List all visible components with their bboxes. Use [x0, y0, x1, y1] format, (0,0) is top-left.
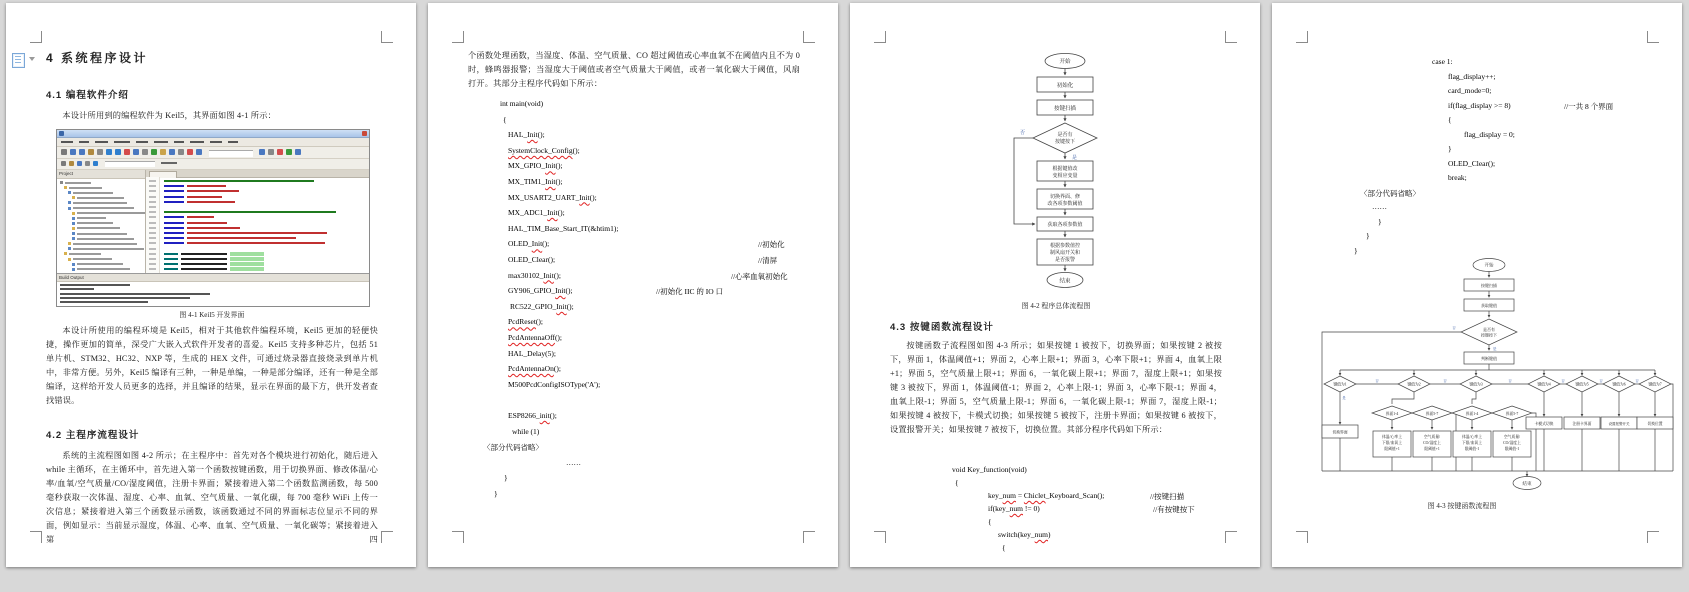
margin-mark-icon	[874, 31, 886, 43]
code-line: M500PcdConfigISOType('A');	[508, 379, 601, 389]
svg-text:是: 是	[1072, 156, 1078, 161]
toolbar-icon	[70, 149, 76, 155]
code-comment: //心率血氧初始化	[731, 271, 788, 281]
svg-text:按键按下: 按键按下	[1481, 332, 1497, 338]
toolbar-icon	[88, 149, 94, 155]
code-line: flag_display = 0;	[1464, 129, 1515, 139]
margin-mark-icon	[1647, 31, 1659, 43]
pixel-text-bar	[181, 258, 227, 260]
code-line: }	[1378, 216, 1382, 226]
section-heading: 4 系统程序设计	[46, 51, 149, 65]
svg-text:限阈值-1: 限阈值-1	[1464, 447, 1480, 451]
pixel-text-bar	[181, 253, 227, 255]
highlight-comment-bar	[230, 262, 264, 266]
paragraph-keys: 按键函数子流程图如图 4-3 所示；如果按键 1 被按下，切换界面；如果按键 2 被按下，界面 1，体温阈值+1；界面 2，心率上限+1；界面 3，心率下限+1；界面 4，血氧上限+1；界面 5，空气质量上限+1；界面 6，一氧化碳上限+1；界面 7，湿度上限+1；如果按键 3 被按下，界面 1，体温阈值-1；界面 2，心率上限-1；界面 3，心率下限-1；界面 4，血氧上限-1；界面 5，空气质量上限-1；界面 6，一氧化碳上限-1；界面 7，湿度上限-1；如果按键 4 被按下，卡模式切换；如果按键 5 被按下，注册卡界面；如果按键 6 被按下，设置报警开关；如果按键 7 被按下，切换位置。其部分程序代码如下所示：	[890, 341, 1222, 434]
ide-editor	[146, 170, 369, 273]
svg-text:键值为3: 键值为3	[1469, 382, 1483, 387]
svg-text:键值为6: 键值为6	[1612, 382, 1626, 387]
pixel-text-bar	[210, 141, 222, 143]
svg-text:限阈值-1: 限阈值-1	[1504, 447, 1520, 451]
pixel-text-bar	[149, 206, 156, 208]
pixel-text-bar	[209, 150, 253, 151]
tree-node-icon	[72, 196, 75, 199]
tree-node-icon	[68, 258, 71, 261]
code-comment: //初始化	[758, 240, 785, 250]
svg-text:界面5-7: 界面5-7	[1505, 412, 1519, 416]
heading-4-3: 4.3 按键函数流程设计	[890, 322, 994, 333]
pixel-text-bar	[149, 258, 156, 260]
pixel-text-bar	[69, 187, 102, 189]
svg-text:键值为5: 键值为5	[1575, 382, 1589, 387]
pixel-text-bar	[149, 268, 156, 270]
tree-node-icon	[72, 217, 75, 220]
pixel-text-bar	[77, 263, 123, 265]
svg-text:获取各项参数值: 获取各项参数值	[1047, 223, 1083, 228]
pixel-text-bar	[209, 150, 253, 157]
margin-mark-icon	[803, 31, 815, 43]
pixel-text-bar	[164, 180, 314, 182]
svg-text:卡模式切换: 卡模式切换	[1534, 422, 1554, 426]
toolbar-icon	[124, 149, 130, 155]
code-line: ……	[566, 457, 581, 467]
pixel-text-bar	[77, 197, 124, 199]
svg-text:制风扇开关和: 制风扇开关和	[1049, 251, 1081, 256]
toolbar-icon	[160, 149, 166, 155]
svg-text:注册卡界面: 注册卡界面	[1572, 422, 1592, 426]
code-line: }	[1366, 231, 1370, 240]
pixel-text-bar	[61, 141, 73, 143]
svg-text:下限/血氧上: 下限/血氧上	[1461, 441, 1483, 445]
svg-text:变相应变量: 变相应变量	[1052, 174, 1078, 179]
pixel-text-bar	[77, 227, 120, 229]
svg-text:界面1-4: 界面1-4	[1385, 412, 1399, 416]
toolbar-icon	[295, 149, 301, 155]
toolbar-icon	[151, 149, 157, 155]
svg-text:否: 否	[1635, 379, 1639, 383]
code-line: MX_USART2_UART_Init();	[508, 192, 597, 202]
keil-screenshot-figure	[56, 129, 370, 307]
ide-title-bar	[57, 130, 369, 138]
highlight-comment-bar	[230, 252, 264, 256]
svg-text:界面1-4: 界面1-4	[1465, 412, 1479, 416]
code-line: MX_TIM1_Init();	[508, 177, 563, 186]
paragraph-keil: 本设计所使用的编程环境是 Keil5，相对于其他软件编程环境，Keil5 更加的轻便快捷，操作更加的简单，深受广大嵌入式软件开发者的喜爱。Keil5 支持多种芯片，包括 51 单片机、STM32、HC32、NXP 等，生成的 HEX 文件，可通过烧录器直接烧录到单片机中，非常方便。另外，Keil5 编译有三种，一种是单编，一种是部分编译，还有一种是全部编译，这样给开发人员更多的选择，并且编译的结果，显示在界面的最下方，供开发者查找错误。	[46, 326, 378, 405]
margin-mark-icon	[452, 531, 464, 543]
highlight-comment-bar	[230, 267, 264, 271]
pixel-text-bar	[149, 242, 156, 244]
svg-text:根据参数值控: 根据参数值控	[1049, 244, 1081, 249]
toolbar-icon	[259, 149, 265, 155]
tree-node-icon	[72, 222, 75, 225]
svg-text:否: 否	[1599, 379, 1603, 383]
heading-4-1: 4.1 编程软件介绍	[46, 90, 129, 101]
code-line: HAL_Delay(5);	[508, 348, 556, 358]
editor-tab-strip	[146, 170, 369, 178]
pixel-text-bar	[164, 258, 178, 260]
svg-text:键值为4: 键值为4	[1537, 382, 1551, 387]
margin-mark-icon	[803, 531, 815, 543]
pixel-text-bar	[164, 196, 184, 198]
pixel-text-bar	[65, 182, 91, 184]
code-line: int main(void)	[500, 99, 544, 108]
pixel-text-bar	[77, 238, 134, 240]
pixel-text-bar	[77, 217, 106, 219]
toolbar-icon	[69, 161, 74, 166]
code-line: case 1:	[1432, 57, 1453, 66]
pixel-text-bar	[60, 301, 148, 303]
code-line: max30102_Init();	[508, 270, 561, 280]
pixel-text-bar	[95, 141, 108, 143]
toolbar-icon	[61, 149, 67, 155]
svg-text:切换界面: 切换界面	[1332, 430, 1348, 435]
tree-node-icon	[72, 263, 75, 266]
code-comment: //有按键按下	[1153, 505, 1195, 514]
svg-text:根据键值改: 根据键值改	[1052, 167, 1078, 172]
code-line: PcdReset();	[508, 317, 544, 327]
svg-text:是否有: 是否有	[1057, 133, 1073, 138]
pixel-text-bar	[77, 233, 127, 235]
toolbar-icon	[97, 149, 103, 155]
pixel-text-bar	[164, 268, 178, 270]
pixel-text-bar	[149, 211, 156, 213]
toolbar-icon	[142, 149, 148, 155]
svg-text:判断键值: 判断键值	[1481, 356, 1497, 361]
code-comment: //一共 8 个界面	[1564, 101, 1614, 111]
tree-node-icon	[72, 237, 75, 240]
flowchart-figure-4-3	[1314, 255, 1676, 495]
output-panel-title: Build Output	[57, 274, 369, 282]
pixel-text-bar	[149, 196, 156, 198]
svg-text:初始化: 初始化	[1056, 83, 1074, 89]
code-line: if(key_num != 0)	[988, 504, 1040, 513]
pixel-text-bar	[164, 227, 184, 229]
tree-node-icon	[72, 268, 75, 271]
code-line: OLED_Init();	[508, 239, 550, 249]
pixel-text-bar	[149, 237, 156, 239]
code-comment: //按键扫描	[1150, 492, 1185, 501]
svg-text:否: 否	[1443, 379, 1447, 383]
pixel-text-bar	[149, 232, 156, 234]
tree-node-icon	[68, 207, 71, 210]
pixel-text-bar	[181, 268, 227, 270]
code-line: RC522_GPIO_Init();	[510, 301, 574, 311]
tree-node-icon	[72, 227, 75, 230]
document-page-1	[6, 3, 416, 567]
svg-text:结束: 结束	[1522, 481, 1532, 486]
svg-text:限阈值+1: 限阈值+1	[1424, 447, 1440, 451]
margin-mark-icon	[1296, 31, 1308, 43]
ide-output-panel	[57, 273, 369, 306]
pixel-text-bar	[77, 222, 113, 224]
margin-mark-icon	[381, 531, 393, 543]
pixel-text-bar	[149, 190, 156, 192]
svg-text:否: 否	[1508, 379, 1512, 383]
pixel-text-bar	[187, 227, 240, 229]
pixel-text-bar	[149, 248, 156, 250]
pixel-text-bar	[164, 253, 178, 255]
pixel-text-bar	[187, 216, 214, 218]
pixel-text-bar	[228, 141, 238, 143]
pixel-text-bar	[149, 227, 156, 229]
ide-toolbar	[57, 147, 369, 159]
pixel-text-bar	[60, 293, 210, 295]
code-line: {	[503, 114, 507, 124]
svg-text:空气质量/: 空气质量/	[1423, 435, 1441, 439]
code-line: break;	[1448, 173, 1467, 182]
pixel-text-bar	[73, 192, 113, 194]
code-line: flag_display++;	[1448, 71, 1496, 81]
svg-text:设置报警开关: 设置报警开关	[1608, 422, 1630, 426]
pixel-text-bar	[73, 207, 134, 209]
code-line: void Key_function(void)	[952, 465, 1027, 474]
svg-text:按键扫描: 按键扫描	[1481, 283, 1497, 288]
tree-node-icon	[68, 191, 71, 194]
code-line: PcdAntennaOff();	[508, 333, 563, 342]
toolbar-icon	[85, 161, 90, 166]
close-icon	[362, 131, 367, 136]
svg-text:否: 否	[1020, 131, 1026, 136]
svg-text:界面5-7: 界面5-7	[1425, 412, 1439, 416]
pixel-text-bar	[164, 222, 184, 224]
svg-text:键值为1: 键值为1	[1333, 382, 1347, 387]
tree-node-icon	[72, 232, 75, 235]
code-line: {	[955, 478, 959, 487]
pixel-text-bar	[60, 288, 94, 290]
pixel-text-bar	[190, 141, 204, 143]
toolbar-icon	[61, 161, 66, 166]
heading-4-2: 4.2 主程序流程设计	[46, 430, 140, 441]
margin-mark-icon	[30, 31, 42, 43]
svg-text:下限/血氧上: 下限/血氧上	[1381, 441, 1403, 445]
margin-mark-icon	[30, 531, 42, 543]
code-line: 〈部分代码省略〉	[483, 443, 543, 453]
pixel-text-bar	[79, 141, 89, 143]
pixel-text-bar	[149, 216, 156, 218]
pixel-text-bar	[73, 202, 127, 204]
document-page-3	[850, 3, 1260, 567]
heading-document-icon	[12, 53, 25, 68]
pixel-text-bar	[164, 190, 184, 192]
tree-node-icon	[68, 242, 71, 245]
toolbar-icon	[178, 149, 184, 155]
pixel-text-bar	[164, 242, 184, 244]
pixel-text-bar	[187, 237, 296, 239]
pixel-text-bar	[187, 222, 227, 224]
pixel-text-bar	[73, 248, 144, 250]
document-page-4	[1272, 3, 1682, 567]
pixel-text-bar	[187, 242, 325, 244]
pixel-text-bar	[114, 141, 130, 143]
tree-node-icon	[64, 186, 67, 189]
pixel-text-bar	[149, 180, 156, 182]
svg-text:改各项参数阈值: 改各项参数阈值	[1047, 202, 1083, 207]
svg-text:按键扫描: 按键扫描	[1053, 106, 1077, 112]
svg-text:切换界面、修: 切换界面、修	[1049, 195, 1081, 200]
pixel-text-bar	[164, 232, 184, 234]
ide-toolbar-2	[57, 159, 369, 170]
svg-text:开始: 开始	[1484, 262, 1494, 268]
code-line: 〈部分代码省略〉	[1360, 188, 1420, 198]
project-panel-title: Project	[57, 170, 145, 179]
pixel-text-bar	[187, 201, 235, 203]
svg-text:是否有: 是否有	[1483, 327, 1495, 332]
pixel-text-bar	[161, 162, 177, 164]
pixel-text-bar	[73, 243, 137, 245]
pixel-text-bar	[164, 201, 184, 203]
margin-mark-icon	[1225, 31, 1237, 43]
code-line: HAL_Init();	[508, 130, 545, 140]
svg-text:是: 是	[1342, 396, 1346, 400]
code-line: }	[494, 489, 498, 498]
code-line: }	[1354, 245, 1358, 255]
svg-text:开始: 开始	[1059, 59, 1071, 65]
svg-text:键值为2: 键值为2	[1407, 382, 1421, 387]
pixel-text-bar	[164, 237, 184, 239]
tree-node-icon	[60, 181, 63, 184]
pixel-text-bar	[164, 211, 336, 213]
toolbar-icon	[79, 149, 85, 155]
code-line: }	[504, 473, 508, 483]
ide-project-tree	[57, 170, 146, 273]
pixel-text-bar	[77, 268, 130, 270]
code-line: ESP8266_init();	[508, 411, 557, 420]
code-line: PcdAntennaOn();	[508, 364, 561, 374]
pixel-text-bar	[164, 263, 178, 265]
margin-mark-icon	[874, 531, 886, 543]
code-line: SystemClock_Config();	[508, 145, 580, 155]
paragraph-intro: 本设计所用到的编程软件为 Keil5，其界面如图 4-1 所示：	[62, 111, 276, 120]
code-line: ……	[1372, 202, 1387, 211]
svg-text:CO/湿度上: CO/湿度上	[1423, 441, 1441, 445]
pixel-text-bar	[187, 196, 222, 198]
svg-text:限阈值+1: 限阈值+1	[1384, 447, 1400, 451]
svg-text:切换位置: 切换位置	[1647, 422, 1663, 426]
pixel-text-bar	[149, 253, 156, 255]
pixel-text-bar	[154, 141, 168, 143]
paragraph-mainflow: 系统的主流程图如图 4-2 所示；在主程序中：首先对各个模块进行初始化，随后进入 while 主循环，在主循环中，首先进入第一个函数按键函数，用于切换界面、修改体温/心率/血氧/空气质量/CO/湿度阈值，注册卡界面；紧接着进入第二个函数监测函数，每 500 毫秒获取一次体温、湿度、心率、血氧、空气质量、一氧化碳，每 700 毫秒 WiFi 上传一次信息；紧接着进入第三个函数显示函数，该函数通过不同的界面标志位显示不同的界面，例如显示：当前显示湿度，体温、心率、血氧、空气质量、一氧化碳等；紧接着进入第四	[46, 451, 378, 544]
margin-mark-icon	[381, 31, 393, 43]
toolbar-icon	[106, 149, 112, 155]
code-line: switch(key_num)	[998, 530, 1051, 539]
flowchart-shapes	[1322, 259, 1673, 490]
code-line: {	[988, 517, 992, 526]
pixel-text-bar	[149, 263, 156, 265]
margin-mark-icon	[1296, 531, 1308, 543]
pixel-text-bar	[164, 185, 184, 187]
svg-text:体温/心率上: 体温/心率上	[1381, 435, 1403, 439]
svg-text:空气质量/: 空气质量/	[1503, 435, 1521, 439]
svg-text:否: 否	[1452, 326, 1456, 330]
flowchart-figure-4-2	[990, 51, 1140, 291]
figure-4-3-caption: 图 4-3 按键函数流程图	[1427, 502, 1497, 510]
code-comment: //清屏	[758, 256, 778, 265]
code-line: MX_ADC1_Init();	[508, 208, 565, 218]
svg-text:获取键值: 获取键值	[1481, 303, 1497, 308]
code-line: {	[1448, 115, 1452, 124]
collapse-triangle-icon	[29, 57, 35, 61]
pixel-text-bar	[149, 185, 156, 187]
pixel-text-bar	[149, 201, 156, 203]
pixel-text-bar	[187, 232, 327, 234]
svg-text:是: 是	[1493, 347, 1497, 351]
svg-text:键值为7: 键值为7	[1648, 382, 1662, 387]
toolbar-icon	[133, 149, 139, 155]
toolbar-icon	[277, 149, 283, 155]
tree-node-icon	[64, 252, 67, 255]
code-comment: //初始化 IIC 的 IO 口	[656, 287, 724, 297]
paragraph-cont: 个函数处理函数，当湿度、体温、空气质量、CO 超过阈值或心率血氧不在阈值内且不为 0 时，蜂鸣器报警；当湿度大于阈值或者空气质量大于阈值，或者一氧化碳大于阈值，风扇打开。其部分主程序代码如下所示：	[468, 51, 800, 88]
svg-text:否: 否	[1561, 379, 1565, 383]
svg-text:按键按下: 按键按下	[1054, 140, 1076, 145]
margin-mark-icon	[1647, 531, 1659, 543]
figure-4-1-caption: 图 4-1 Keil5 开发界面	[179, 311, 245, 319]
code-line: GY906_GPIO_Init();	[508, 286, 573, 296]
code-line: if(flag_display >= 8)	[1448, 100, 1511, 110]
app-icon	[59, 131, 64, 136]
pixel-text-bar	[136, 141, 148, 143]
tree-node-icon	[68, 247, 71, 250]
toolbar-icon	[93, 161, 98, 166]
svg-text:结束: 结束	[1059, 278, 1071, 285]
pixel-text-bar	[187, 190, 239, 192]
toolbar-icon	[169, 149, 175, 155]
tree-node-icon	[72, 212, 75, 215]
code-line: {	[1002, 543, 1006, 552]
code-line: key_num = Chiclet_Keyboard_Scan();	[988, 491, 1105, 500]
code-line: OLED_Clear();	[1448, 158, 1496, 168]
toolbar-icon	[115, 149, 121, 155]
toolbar-icon	[268, 149, 274, 155]
code-line: MX_GPIO_Init();	[508, 161, 563, 171]
toolbar-icon	[196, 149, 202, 155]
code-line: while (1)	[512, 426, 540, 436]
ide-menu-bar	[57, 138, 369, 147]
pixel-text-bar	[77, 212, 145, 214]
pixel-text-bar	[149, 222, 156, 224]
svg-text:体温/心率上: 体温/心率上	[1461, 435, 1483, 439]
margin-mark-icon	[452, 31, 464, 43]
toolbar-icon	[77, 161, 82, 166]
code-line: HAL_TIM_Base_Start_IT(&htim1);	[508, 223, 619, 233]
toolbar-icon	[187, 149, 193, 155]
code-line: }	[1448, 144, 1452, 153]
margin-mark-icon	[1225, 531, 1237, 543]
svg-text:否: 否	[1375, 379, 1379, 383]
highlight-comment-bar	[230, 257, 264, 261]
document-page-2	[428, 3, 838, 567]
pixel-text-bar	[105, 161, 155, 162]
figure-4-2-caption: 图 4-2 程序总体流程图	[1021, 302, 1091, 310]
svg-text:是否报警: 是否报警	[1054, 258, 1076, 263]
pixel-text-bar	[60, 297, 190, 299]
pixel-text-bar	[174, 141, 184, 143]
tree-node-icon	[68, 201, 71, 204]
pixel-text-bar	[187, 185, 226, 187]
svg-text:CO/湿度上: CO/湿度上	[1503, 441, 1521, 445]
code-line: card_mode=0;	[1448, 86, 1492, 95]
pixel-text-bar	[60, 284, 130, 286]
code-line: OLED_Clear();	[508, 255, 556, 264]
pixel-text-bar	[181, 263, 227, 265]
toolbar-icon	[286, 149, 292, 155]
pixel-text-bar	[164, 216, 184, 218]
pixel-text-bar	[73, 258, 112, 260]
outline-collapse-button[interactable]	[12, 53, 42, 68]
pixel-text-bar	[69, 253, 101, 255]
